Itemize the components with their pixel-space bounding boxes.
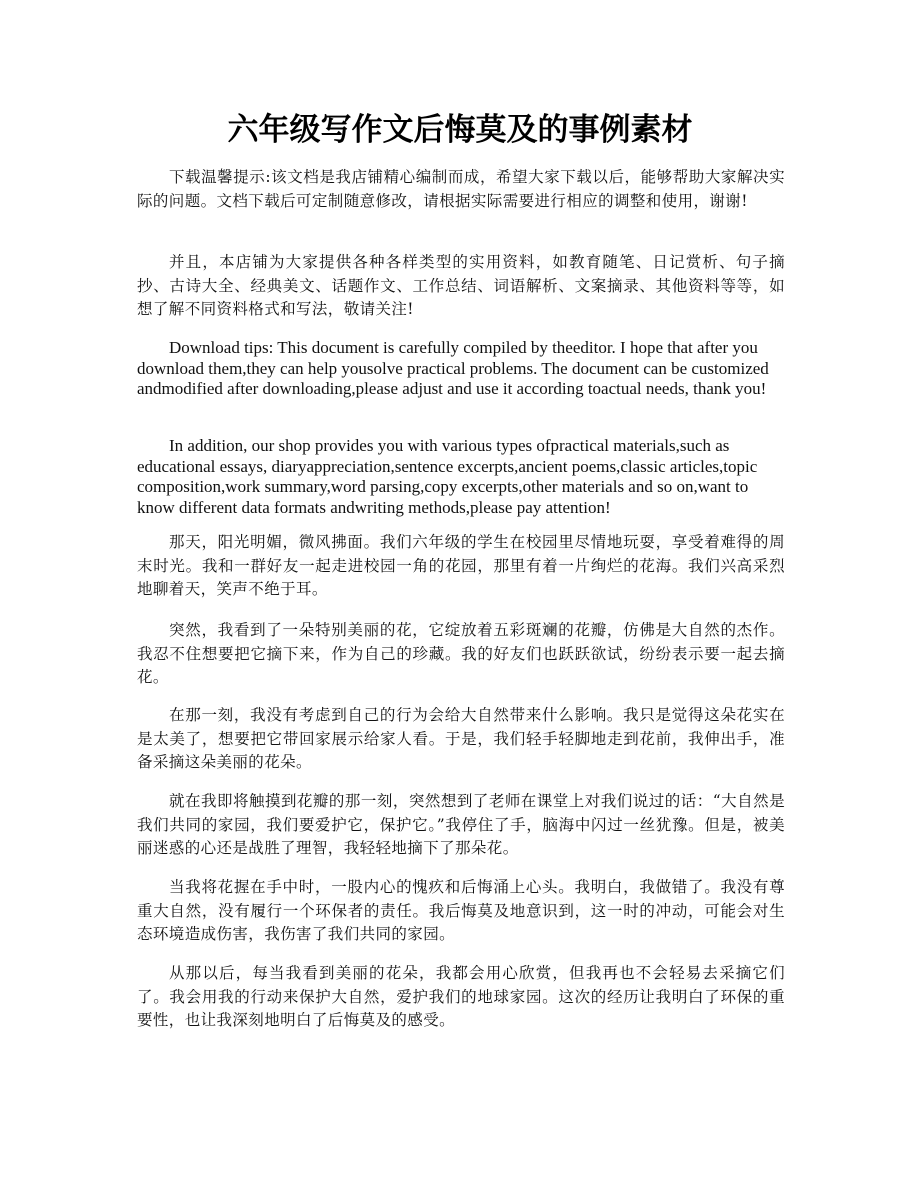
- paragraph-shop-intro-en: In addition, our shop provides you with various types ofpractical materials,such as educational essays, diaryappreciation,sentence excerpts,ancient poems,classic articles,topic composition,work summary,word parsing,copy excerpts,other materials and so on,want to know different data formats andwriting methods,please pay attention!: [137, 436, 758, 517]
- paragraph-story-4: 就在我即将触摸到花瓣的那一刻，突然想到了老师在课堂上对我们说过的话：“大自然是我们共同的家园，我们要爱护它，保护它。”我停住了手，脑海中闪过一丝犹豫。但是，被美丽迷惑的心还是战胜了理智，我轻轻地摘下了那朵花。: [137, 792, 785, 857]
- paragraph-shop-intro-cn: 并且，本店铺为大家提供各种各样类型的实用资料，如教育随笔、日记赏析、句子摘抄、古诗大全、经典美文、话题作文、工作总结、词语解析、文案摘录、其他资料等等，如想了解不同资料格式和写法，敬请关注!: [137, 253, 785, 318]
- paragraph-story-5: 当我将花握在手中时，一股内心的愧疚和后悔涌上心头。我明白，我做错了。我没有尊重大自然，没有履行一个环保者的责任。我后悔莫及地意识到，这一时的冲动，可能会对生态环境造成伤害，我伤害了我们共同的家园。: [137, 878, 785, 943]
- paragraph-story-1: 那天，阳光明媚，微风拂面。我们六年级的学生在校园里尽情地玩耍，享受着难得的周末时光。我和一群好友一起走进校园一角的花园，那里有着一片绚烂的花海。我们兴高采烈地聊着天，笑声不绝于耳。: [137, 533, 785, 598]
- document-title: 六年级写作文后悔莫及的事例素材: [227, 112, 693, 148]
- paragraph-download-tip-cn: 下载温馨提示:该文档是我店铺精心编制而成，希望大家下载以后，能够帮助大家解决实际的问题。文档下载后可定制随意修改，请根据实际需要进行相应的调整和使用，谢谢!: [137, 168, 785, 210]
- paragraph-story-6: 从那以后，每当我看到美丽的花朵，我都会用心欣赏，但我再也不会轻易去采摘它们了。我会用我的行动来保护大自然，爱护我们的地球家园。这次的经历让我明白了环保的重要性，也让我深刻地明白了后悔莫及的感受。: [137, 964, 785, 1029]
- paragraph-download-tip-en: Download tips: This document is carefully compiled by theeditor. I hope that after you download them,they can help yousolve practical problems. The document can be customized andmodified after downloading,please adjust and use it according toactual needs, thank you!: [137, 338, 769, 398]
- paragraph-story-3: 在那一刻，我没有考虑到自己的行为会给大自然带来什么影响。我只是觉得这朵花实在是太美了，想要把它带回家展示给家人看。于是，我们轻手轻脚地走到花前，我伸出手，准备采摘这朵美丽的花朵。: [137, 706, 785, 771]
- paragraph-story-2: 突然，我看到了一朵特别美丽的花，它绽放着五彩斑斓的花瓣，仿佛是大自然的杰作。我忍不住想要把它摘下来，作为自己的珍藏。我的好友们也跃跃欲试，纷纷表示要一起去摘花。: [137, 621, 785, 686]
